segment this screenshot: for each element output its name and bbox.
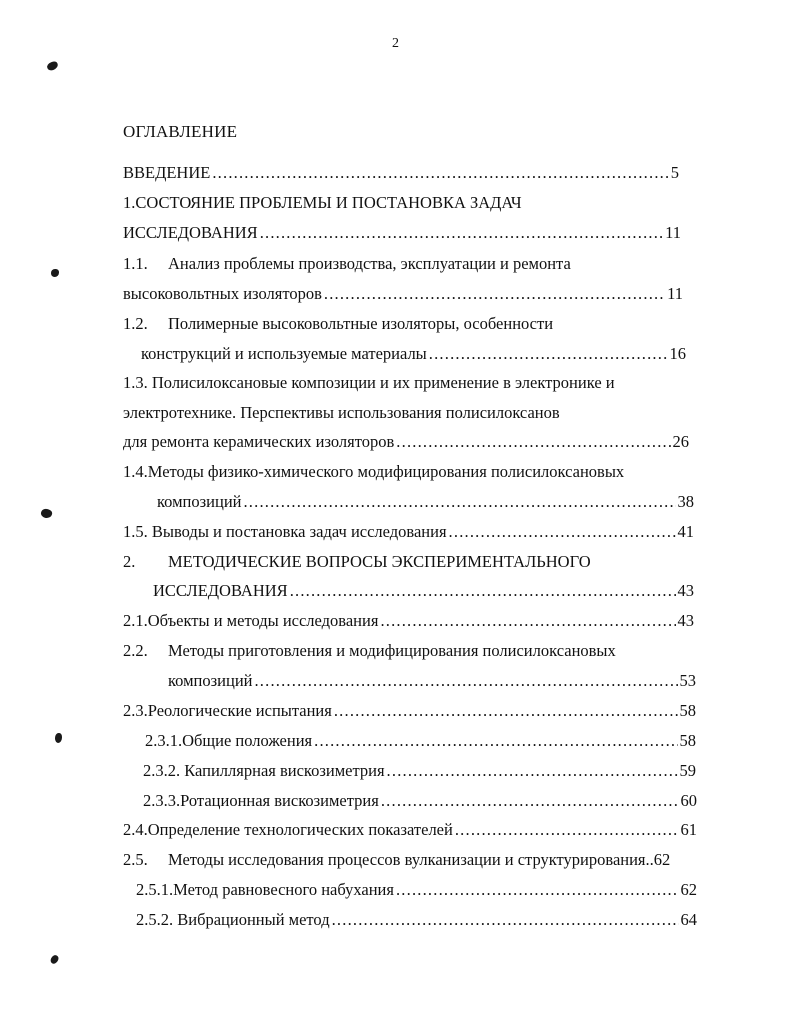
toc-entry-2-5-1[interactable] [136,878,697,902]
toc-entry-text: 1.4.Методы физико-химического модифицирования полисилоксановых [123,462,625,481]
toc-entry-text: композиций [157,492,242,511]
dot-leader [455,818,679,842]
toc-entry-page: 59 [679,761,696,780]
toc-entry-text: электротехнике. Перспективы использования полисилоксанов [123,403,560,422]
toc-entry-number: 2.5. [123,850,148,869]
dot-leader [449,520,676,544]
toc-entry-text: композиций [168,671,253,690]
toc-entry-1-3[interactable] [123,371,693,395]
dot-leader [334,699,678,723]
toc-entry-2-3[interactable] [123,699,696,723]
toc-entry-1-3-cont[interactable] [123,401,693,425]
toc-entry-text: ИССЛЕДОВАНИЯ [123,223,258,242]
toc-entry-2-5-2[interactable] [136,908,697,932]
toc-entry-chapter-2-title[interactable] [123,550,693,574]
toc-entry-1-3-cont-2[interactable] [123,430,689,454]
toc-entry-introduction[interactable] [123,161,679,185]
dot-leader [260,221,663,245]
toc-title: ОГЛАВЛЕНИЕ [123,122,238,141]
toc-entry-page: 43 [677,611,694,630]
scan-speck [46,60,59,71]
dot-leader [396,430,670,454]
toc-entry-1-5[interactable] [123,520,694,544]
dot-leader [387,759,678,783]
toc-entry-page: 43 [677,581,694,600]
toc-entry-text: Реологические испытания [147,701,332,720]
toc-entry-text: Методы исследования процессов вулканизации и структурирования.. [168,850,654,869]
toc-entry-chapter-1-title-cont[interactable] [123,221,681,245]
toc-entry-2-2-cont[interactable] [168,669,696,693]
toc-entry-2-1[interactable] [123,609,694,633]
toc-entry-text: ИССЛЕДОВАНИЯ [153,581,288,600]
toc-entry-text: ВВЕДЕНИЕ [123,163,211,182]
toc-entry-text: 1.СОСТОЯНИЕ ПРОБЛЕМЫ И ПОСТАНОВКА ЗАДАЧ [123,193,522,212]
toc-entry-2-4[interactable] [123,818,697,842]
toc-entry-number: 1.1. [123,254,148,273]
dot-leader [380,609,675,633]
toc-entry-text: конструкций и используемые материалы [141,344,427,363]
toc-entry-2-3-2[interactable] [143,759,696,783]
dot-leader [243,490,675,514]
toc-entry-number: 2.1. [123,611,148,630]
toc-entry-page: 11 [665,223,681,242]
dot-leader [290,579,676,603]
toc-entry-text: 2.3.3.Ротационная вискозиметрия [143,791,379,810]
toc-entry-number: 1.2. [123,314,148,333]
toc-entry-chapter-1-title[interactable] [123,191,683,215]
toc-entry-text: Определение технологических показателей [147,820,453,839]
toc-entry-page: 38 [677,492,694,511]
toc-entry-page: 26 [672,432,689,451]
toc-entry-number: 2. [123,552,136,571]
toc-entry-page: 64 [680,910,697,929]
toc-entry-page: 16 [669,344,686,363]
toc-entry-text: 2.5.1.Метод равновесного набухания [136,880,394,899]
toc-entry-page: 41 [677,522,694,541]
toc-entry-1-1[interactable] [123,252,693,276]
toc-entry-text: 2.3.1.Общие положения [145,731,313,750]
toc-entry-text: Объекты и методы исследования [147,611,379,630]
toc-entry-page: 11 [667,284,683,303]
toc-entry-page: 61 [680,820,697,839]
toc-entry-2-3-3[interactable] [143,789,697,813]
toc-entry-1-2-cont[interactable] [141,342,686,366]
toc-entry-text: Полимерные высоковольтные изоляторы, особенности [168,314,554,333]
toc-entry-text: 2.5.2. Вибрационный метод [136,910,330,929]
toc-entry-1-4[interactable] [123,460,693,484]
dot-leader [324,282,665,306]
toc-entry-text: Анализ проблемы производства, эксплуатации и ремонта [168,254,571,273]
scan-speck [51,269,59,277]
dot-leader [212,161,668,185]
toc-entry-page: 60 [680,791,697,810]
toc-entry-number: 2.2. [123,641,148,660]
toc-entry-page: 5 [670,163,679,182]
scan-speck [55,733,62,743]
toc-entry-2-2[interactable] [123,639,693,663]
toc-entry-number: 2.3. [123,701,148,720]
scan-speck [40,508,53,520]
toc-entry-1-1-cont[interactable] [123,282,683,306]
toc-entry-page: 62 [653,850,671,869]
toc-entry-2-3-1[interactable] [145,729,696,753]
dot-leader [314,729,677,753]
dot-leader [396,878,679,902]
toc-entry-text: 2.3.2. Капиллярная вискозиметрия [143,761,385,780]
dot-leader [429,342,668,366]
toc-entry-2-5[interactable] [123,848,703,872]
toc-entry-text: 1.5. Выводы и постановка задач исследования [123,522,447,541]
dot-leader [254,669,677,693]
toc-entry-text: для ремонта керамических изоляторов [123,432,395,451]
toc-entry-number: 2.4. [123,820,148,839]
toc-entry-page: 62 [680,880,697,899]
toc-entry-text: высоковольтных изоляторов [123,284,322,303]
toc-entry-text: 1.3. Полисилоксановые композиции и их применение в электронике и [123,373,615,392]
toc-entry-page: 53 [679,671,696,690]
toc-entry-1-4-cont[interactable] [157,490,694,514]
toc-entry-page: 58 [679,701,696,720]
dot-leader [332,908,679,932]
toc-entry-text: МЕТОДИЧЕСКИЕ ВОПРОСЫ ЭКСПЕРИМЕНТАЛЬНОГО [168,552,591,571]
toc-entry-text: Методы приготовления и модифицирования полисилоксановых [168,641,616,660]
toc-entry-page: 58 [679,731,696,750]
page-number: 2 [392,36,399,51]
toc-entry-chapter-2-title-cont[interactable] [153,579,694,603]
toc-entry-1-2[interactable] [123,312,693,336]
dot-leader [381,789,679,813]
scan-speck [49,954,59,965]
